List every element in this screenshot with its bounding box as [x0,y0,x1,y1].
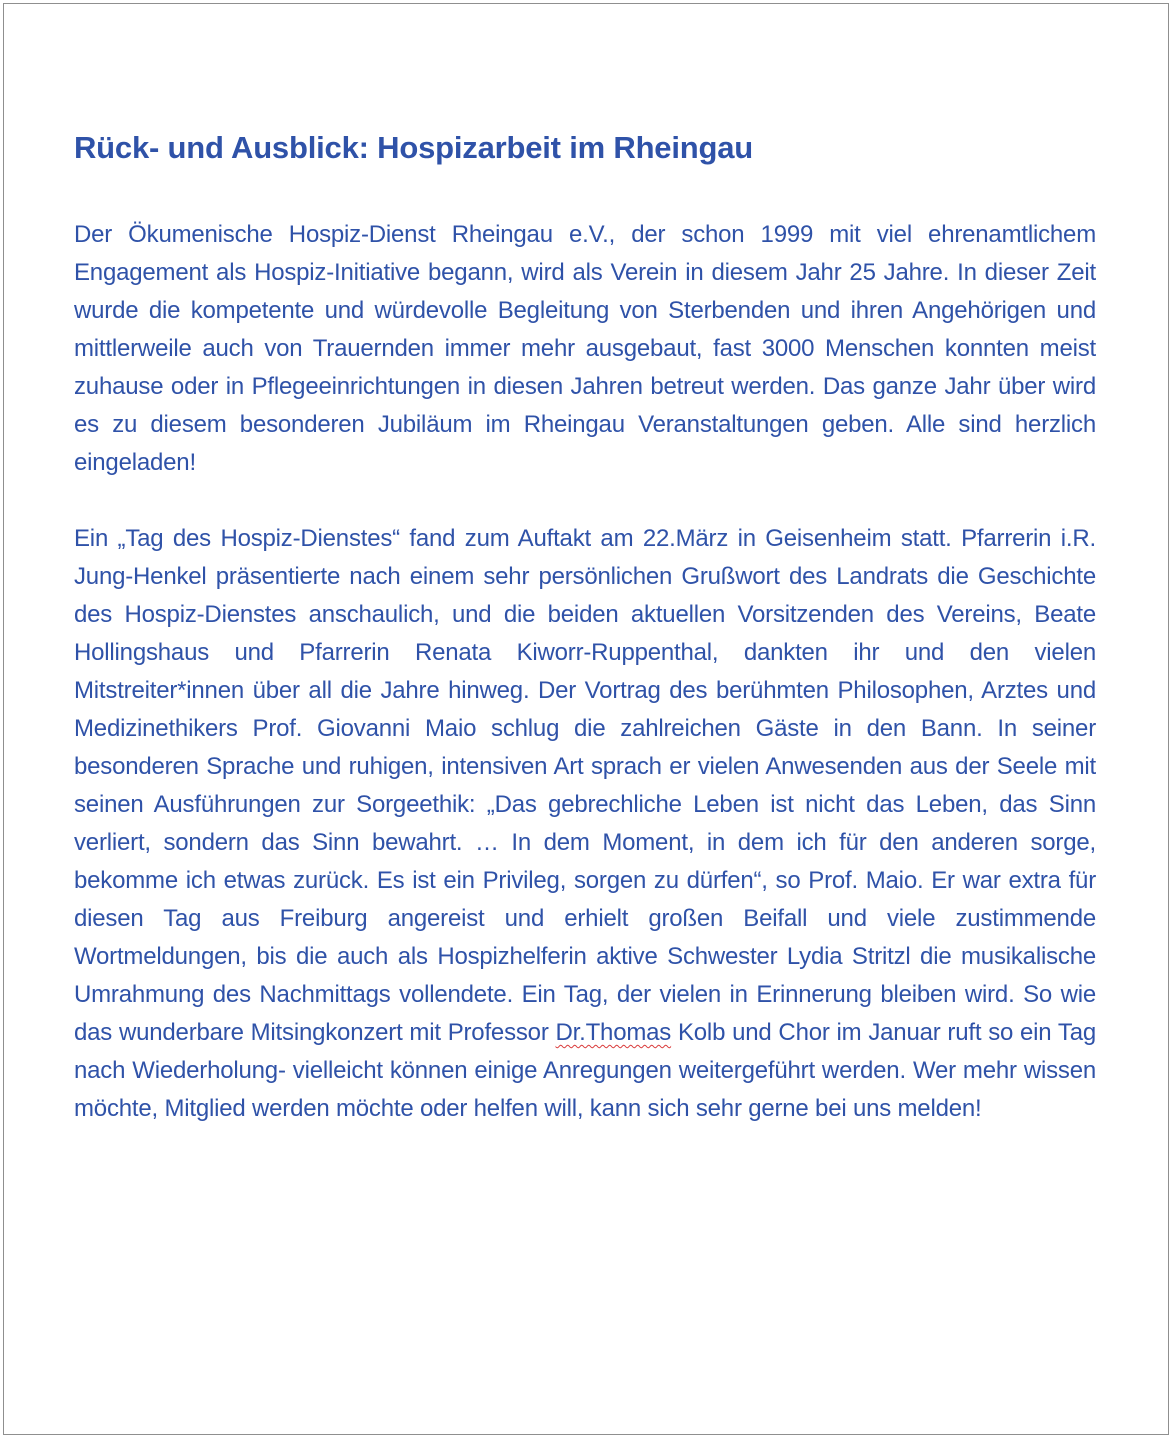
paragraph-event-text-end: Kolb und Chor im Januar ruft so ein Tag nach Wiederholung- vielleicht können einige Anregungen weitergeführt werden. Wer mehr wissen möchte, Mitglied werden möchte oder helfen will, kann sich sehr gerne bei uns melden! [74,1019,1096,1122]
document-body [74,128,1096,1166]
paragraph-intro: Der Ökumenische Hospiz-Dienst Rheingau e.V., der schon 1999 mit viel ehrenamtlichem Engagement als Hospiz-Initiative begann, wird als Verein in diesem Jahr 25 Jahre. In dieser Zeit wurde die kompetente und würdevolle Begleitung von Sterbenden und ihren Angehörigen und mittlerweile auch von Trauernden immer mehr ausgebaut, fast 3000 Menschen konnten meist zuhause oder in Pflegeeinrichtungen in diesen Jahren betreut werden. Das ganze Jahr über wird es zu diesem besonderen Jubiläum im Rheingau Veranstaltungen geben. Alle sind herzlich eingeladen! [74,221,1096,476]
paragraph-event [74,520,1096,1128]
spellcheck-flagged-word[interactable]: Dr.Thomas [555,1019,672,1046]
document-page [3,3,1169,1435]
paragraph-event-text-start: Ein „Tag des Hospiz-Dienstes“ fand zum Auftakt am 22.März in Geisenheim statt. Pfarrerin i.R. Jung-Henkel präsentierte nach einem sehr persönlichen Grußwort des Landrats die Geschichte des Hospiz-Dienstes anschaulich, und die beiden aktuellen Vorsitzenden des Vereins, Beate Hollingshaus und Pfarrerin Renata Kiworr-Ruppenthal, dankten ihr und den vielen Mitstreiter*innen über all die Jahre hinweg. Der Vortrag des berühmten Philosophen, Arztes und Medizinethikers Prof. Giovanni Maio schlug die zahlreichen Gäste in den Bann. In seiner besonderen Sprache und ruhigen, intensiven Art sprach er vielen Anwesenden aus der Seele mit seinen Ausführungen zur Sorgeethik: „Das gebrechliche Leben ist nicht das Leben, das Sinn verliert, sondern das Sinn bewahrt. … In dem Moment, in dem ich für den anderen sorge, bekomme ich etwas zurück. Es ist ein Privileg, sorgen zu dürfen“, so Prof. Maio. Er war extra für diesen Tag aus Freiburg angereist und erhielt großen Beifall und viele zustimmende Wortmeldungen, bis die auch als Hospizhelferin aktive Schwester Lydia Stritzl die musikalische Umrahmung des Nachmittags vollendete. Ein Tag, der vielen in Erinnerung bleiben wird. So wie das wunderbare Mitsingkonzert mit Professor [74,525,1096,1046]
document-title: Rück- und Ausblick: Hospizarbeit im Rheingau [74,130,754,165]
